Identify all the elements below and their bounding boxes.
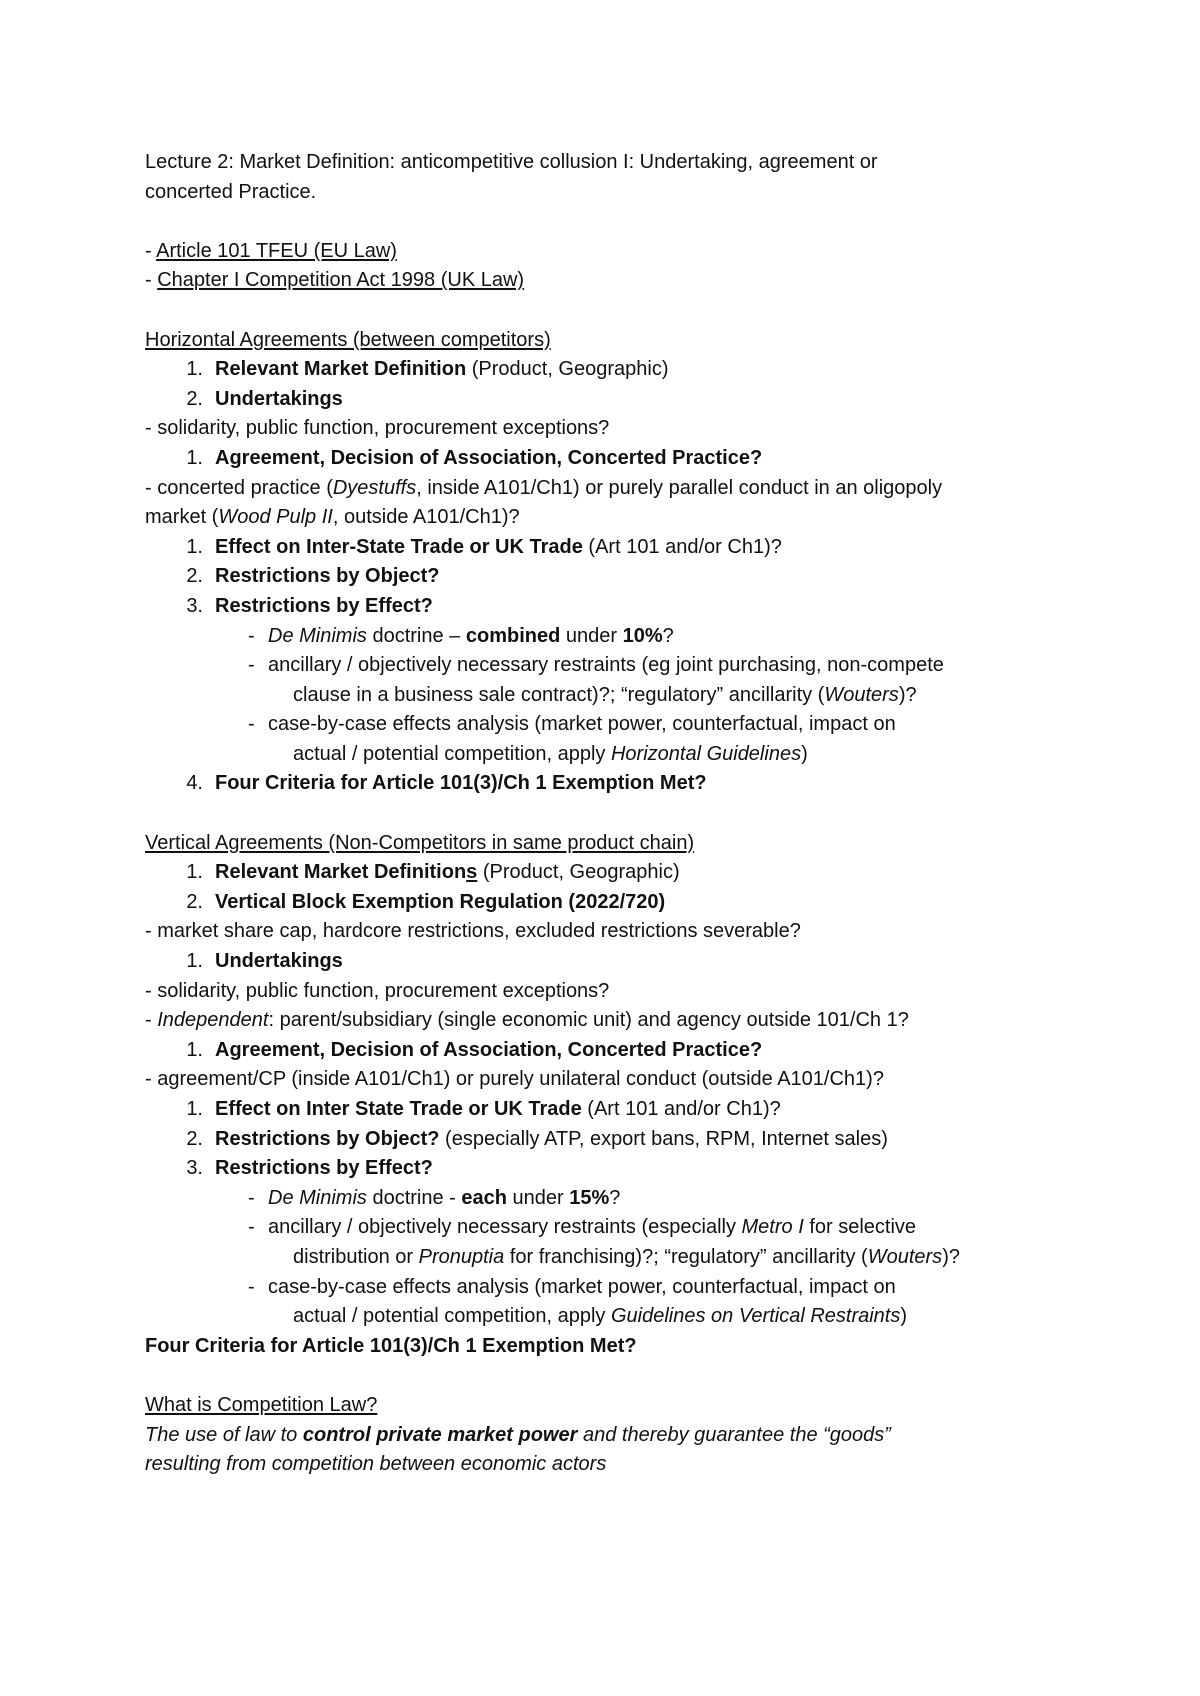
vertical-item: 3. Restrictions by Effect?	[186, 1157, 433, 1180]
horizontal-subitem: - case-by-case effects analysis (market power, counterfactual, impact on	[248, 713, 896, 736]
lecture-title-line-2: concerted Practice.	[145, 180, 317, 203]
horizontal-item: 3. Restrictions by Effect?	[186, 594, 433, 617]
horizontal-note-cont: market (Wood Pulp II, outside A101/Ch1)?	[145, 506, 520, 529]
vertical-note: - agreement/CP (inside A101/Ch1) or purely unilateral conduct (outside A101/Ch1)?	[145, 1068, 884, 1091]
vertical-item: 1. Relevant Market Definitions (Product, Geographic)	[186, 861, 680, 884]
vertical-item: 1. Agreement, Decision of Association, Concerted Practice?	[186, 1038, 763, 1061]
horizontal-note: - concerted practice (Dyestuffs, inside A101/Ch1) or purely parallel conduct in an oligopoly	[145, 476, 943, 499]
vertical-item: 2. Restrictions by Object? (especially ATP, export bans, RPM, Internet sales)	[186, 1127, 888, 1150]
vertical-item: 2. Vertical Block Exemption Regulation (2022/720)	[186, 890, 666, 913]
horizontal-item: 2. Restrictions by Object?	[186, 565, 440, 588]
law-article-101: - Article 101 TFEU (EU Law)	[145, 239, 397, 262]
horizontal-subitem: - ancillary / objectively necessary restraints (eg joint purchasing, non-compete	[248, 654, 944, 677]
vertical-subitem: - case-by-case effects analysis (market power, counterfactual, impact on	[248, 1275, 896, 1298]
horizontal-item: 1. Effect on Inter-State Trade or UK Trade (Art 101 and/or Ch1)?	[186, 535, 782, 558]
what-definition-line-2: resulting from competition between economic actors	[145, 1453, 607, 1476]
vertical-subitem: - De Minimis doctrine - each under 15%?	[248, 1186, 621, 1209]
law-chapter-i: - Chapter I Competition Act 1998 (UK Law)	[145, 269, 525, 292]
vertical-note: - solidarity, public function, procurement exceptions?	[145, 979, 610, 1002]
horizontal-note: - solidarity, public function, procurement exceptions?	[145, 417, 610, 440]
vertical-note: - Independent: parent/subsidiary (single economic unit) and agency outside 101/Ch 1?	[145, 1009, 909, 1032]
vertical-subitem: - ancillary / objectively necessary restraints (especially Metro I for selective	[248, 1216, 917, 1239]
vertical-note: - market share cap, hardcore restrictions, excluded restrictions severable?	[145, 920, 801, 943]
vertical-subitem-cont: actual / potential competition, apply Guidelines on Vertical Restraints)	[293, 1305, 908, 1328]
horizontal-subitem-cont: clause in a business sale contract)?; “regulatory” ancillarity (Wouters)?	[293, 683, 917, 706]
vertical-item: 1. Effect on Inter State Trade or UK Trade (Art 101 and/or Ch1)?	[186, 1098, 781, 1120]
document-body	[145, 148, 1105, 1480]
horizontal-item: 1. Agreement, Decision of Association, Concerted Practice?	[186, 446, 763, 469]
horizontal-item: 1. Relevant Market Definition (Product, Geographic)	[186, 358, 669, 381]
vertical-item: 1. Undertakings	[186, 950, 343, 973]
horizontal-item: 4. Four Criteria for Article 101(3)/Ch 1 Exemption Met?	[186, 772, 707, 795]
what-definition-line-1: The use of law to control private market power and thereby guarantee the “goods”	[145, 1423, 891, 1446]
what-heading: What is Competition Law?	[145, 1393, 378, 1416]
horizontal-heading: Horizontal Agreements (between competitors)	[145, 328, 551, 351]
vertical-heading: Vertical Agreements (Non-Competitors in same product chain)	[145, 831, 695, 854]
vertical-subitem-cont: distribution or Pronuptia for franchising)?; “regulatory” ancillarity (Wouters)?	[293, 1245, 960, 1268]
vertical-final-criteria: Four Criteria for Article 101(3)/Ch 1 Exemption Met?	[145, 1334, 637, 1357]
horizontal-item: 2. Undertakings	[186, 387, 343, 410]
horizontal-subitem-cont: actual / potential competition, apply Horizontal Guidelines)	[293, 742, 808, 765]
lecture-title-line-1: Lecture 2: Market Definition: anticompetitive collusion I: Undertaking, agreement or	[145, 151, 878, 173]
horizontal-subitem: - De Minimis doctrine – combined under 10%?	[248, 624, 674, 647]
